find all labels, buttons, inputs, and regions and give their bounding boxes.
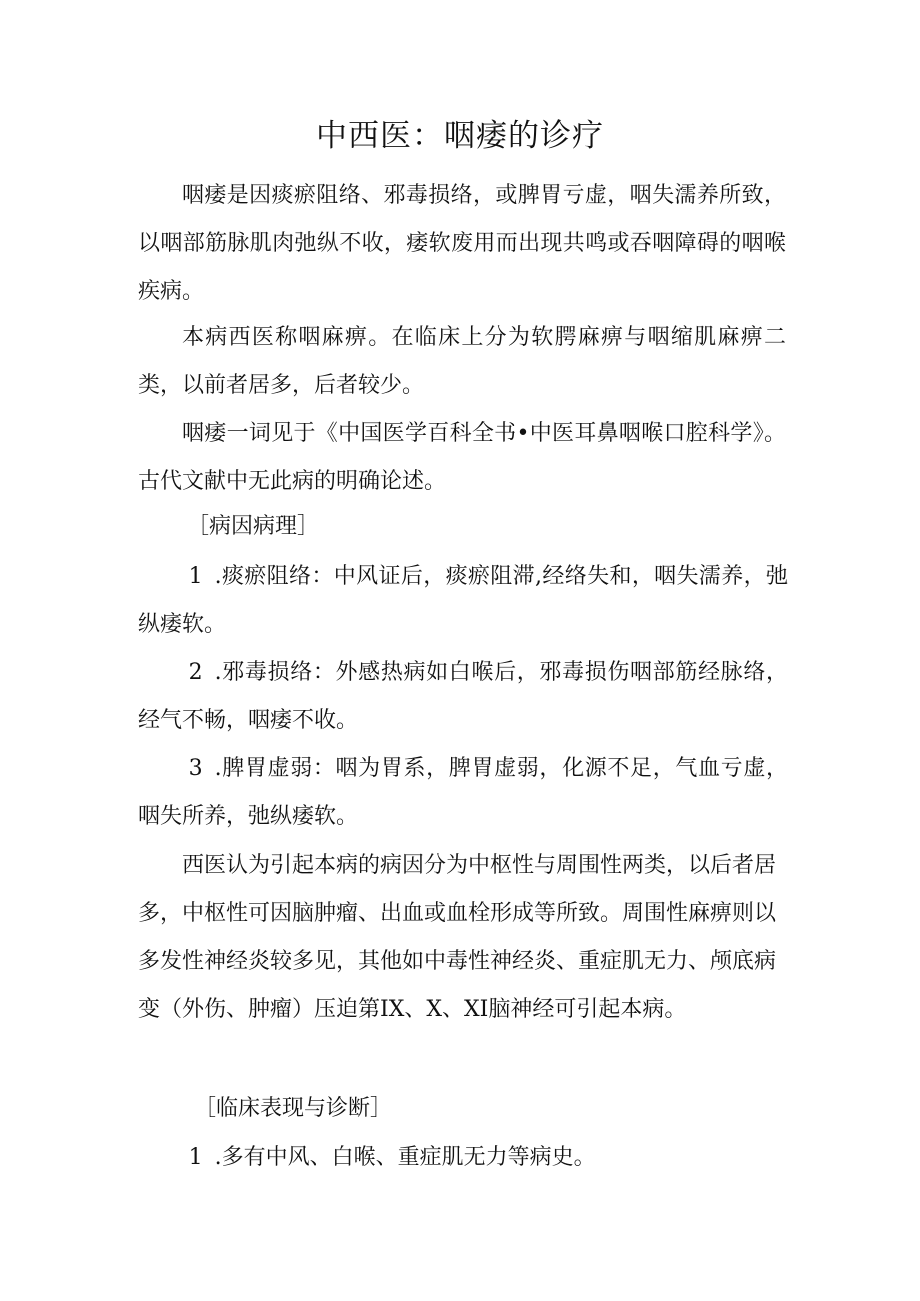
section-heading-etiology: ［病因病理］ bbox=[187, 514, 320, 539]
intro-paragraph-1: 咽痿是因痰瘀阻络、邪毒损络，或脾胃亏虚，咽失濡养所致，以咽部筋脉肌肉弛纵不收，痿软废用而出现共鸣或吞咽障碍的咽喉疾病。 bbox=[138, 183, 786, 304]
etiology-item-2 bbox=[138, 649, 788, 745]
clinical-item-1 bbox=[138, 1134, 788, 1182]
etiology-item-3 bbox=[138, 745, 788, 841]
item-text: .邪毒损络：外感热病如白喉后，邪毒损伤咽部筋经脉络，经气不畅，咽痿不收。 bbox=[138, 660, 788, 733]
item-number: 1 bbox=[188, 564, 203, 589]
item-text: .脾胃虚弱：咽为胃系，脾胃虚弱，化源不足，气血亏虚，咽失所养，弛纵痿软。 bbox=[138, 756, 788, 829]
document-title: 中西医：咽痿的诊疗 bbox=[316, 118, 604, 154]
intro-paragraph-2: 本病西医称咽麻痹。在临床上分为软腭麻痹与咽缩肌麻痹二类，以前者居多，后者较少。 bbox=[138, 325, 786, 398]
intro-paragraph-3: 咽痿一词见于《中国医学百科全书•中医耳鼻咽喉口腔科学》。古代文献中无此病的明确论述。 bbox=[138, 421, 786, 494]
item-text: .多有中风、白喉、重症肌无力等病史。 bbox=[214, 1145, 596, 1170]
item-number: 3 bbox=[188, 756, 203, 781]
western-etiology-paragraph: 西医认为引起本病的病因分为中枢性与周围性两类，以后者居多，中枢性可因脑肿瘤、出血或血栓形成等所致。周围性麻痹则以多发性神经炎较多见，其他如中毒性神经炎、重症肌无力、颅底病变（外伤、肿瘤）压迫第IX、X、XI脑神经可引起本病。 bbox=[138, 853, 777, 1022]
item-number: 2 bbox=[188, 660, 203, 685]
etiology-item-1 bbox=[138, 553, 788, 649]
item-text: .痰瘀阻络：中风证后，痰瘀阻滞,经络失和，咽失濡养，弛纵痿软。 bbox=[138, 564, 788, 637]
item-number: 1 bbox=[188, 1145, 203, 1170]
section-heading-clinical: ［临床表现与诊断］ bbox=[194, 1096, 393, 1121]
